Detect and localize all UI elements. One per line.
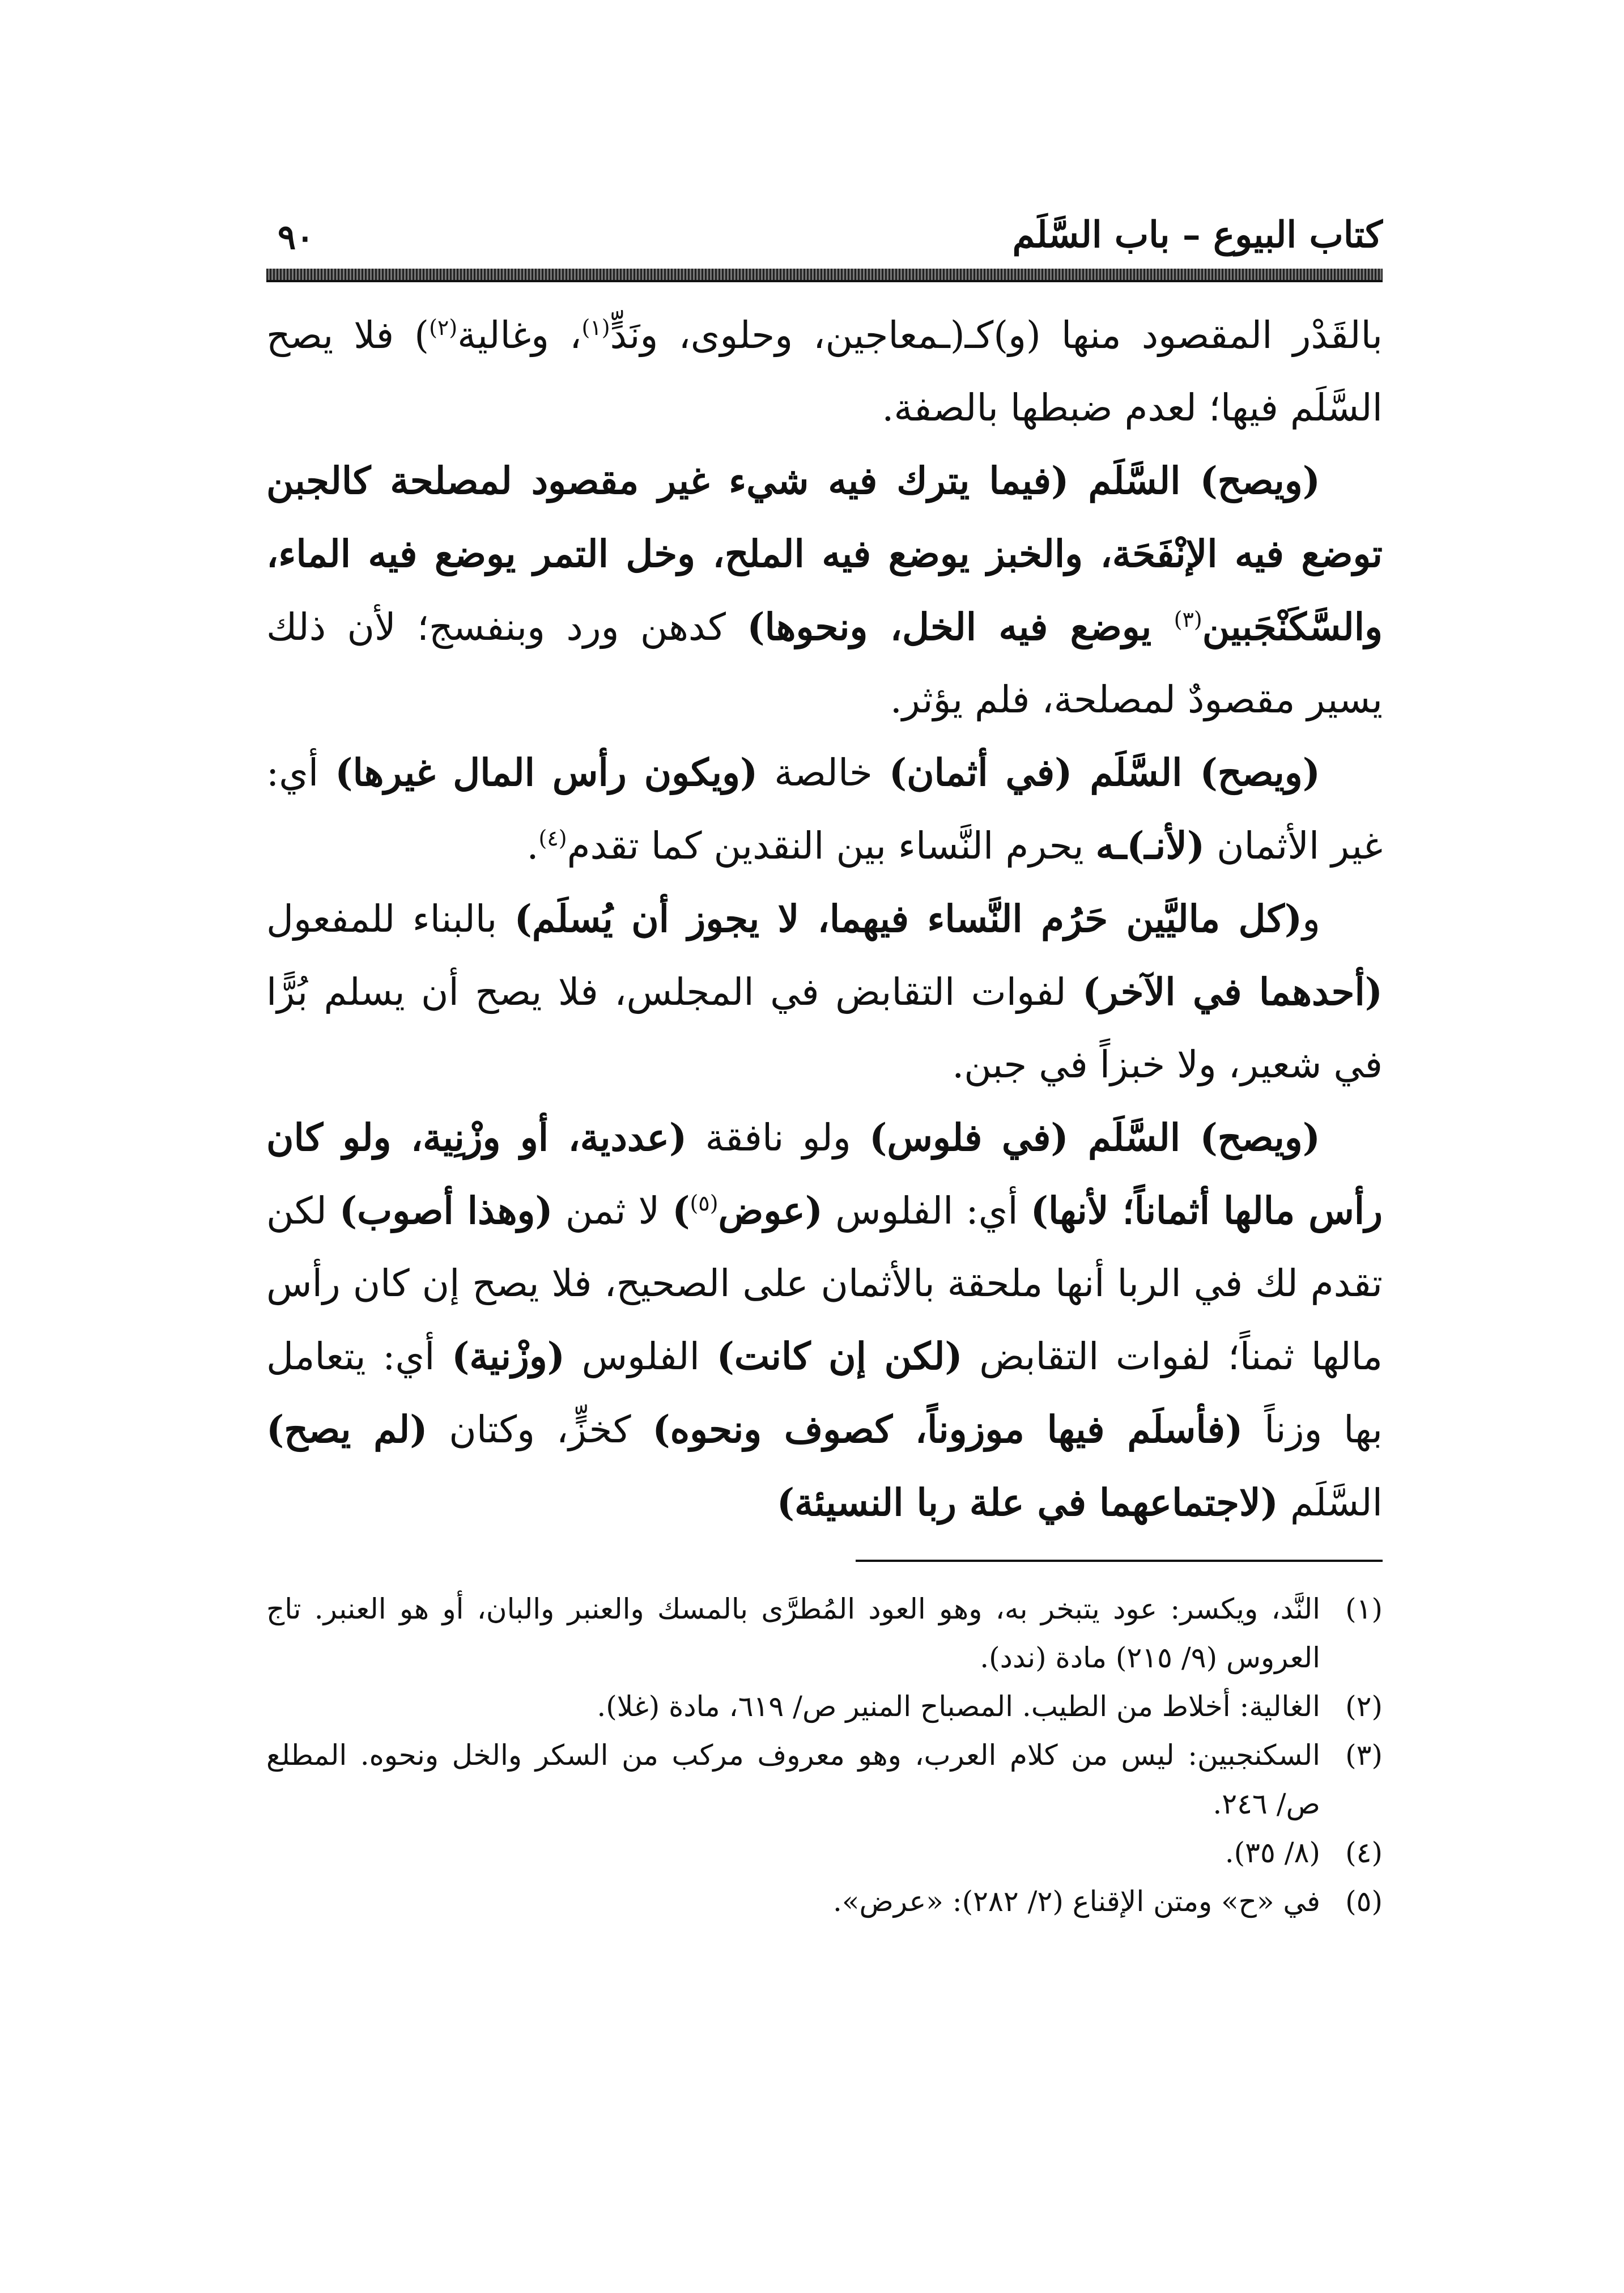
matn-text: (فيما يترك فيه شيء غير مقصود لمصلحة كالجبن توضع فيه الإنْفَحَة، والخبز يوضع فيه الملح، وخل التمر يوضع فيه الماء، والسَّكَنْجَبين xyxy=(266,458,1383,649)
text-run: خالصة xyxy=(758,751,889,795)
text-run: يحرم النَّساء بين النقدين كما تقدم xyxy=(567,824,1096,868)
matn-text: (عوض xyxy=(718,1188,823,1233)
matn-text: (لاجتماعهما في علة ربا النسيئة) xyxy=(776,1480,1278,1525)
footnote-number: (٤) xyxy=(1345,1836,1383,1869)
text-run: لفوات التقابض في المجلس، فلا يصح أن يسلم بُرًّا في شعير، ولا خبزاً في جبن. xyxy=(266,970,1383,1086)
footnote-divider xyxy=(856,1560,1383,1562)
matn-text: يوضع فيه الخل، ونحوها) xyxy=(747,605,1174,649)
text-run: لا ثمن xyxy=(552,1189,673,1233)
matn-text: (ويكون رأس المال غيرها) xyxy=(335,750,758,795)
text-run: و xyxy=(1302,897,1320,941)
text-run: أي: الفلوس xyxy=(823,1189,1031,1233)
footnote-text: في «ح» ومتن الإقناع (٢/ ٢٨٢): «عرض». xyxy=(832,1885,1320,1918)
footnote-marker-2: (٢) xyxy=(429,315,458,340)
matn-text: (ويصح) السَّلَم xyxy=(1068,1115,1320,1160)
matn-text: (ويصح) السَّلَم xyxy=(1069,458,1320,503)
text-run: لكن تقدم لك في الربا أنها ملحقة بالأثمان على الصحيح، فلا يصح إن كان رأس مالها ثمناً؛ لفوات التقابض xyxy=(266,1189,1383,1378)
footnote-marker-3: (٣) xyxy=(1174,607,1202,632)
footnotes xyxy=(266,1585,1383,1926)
footnote-text: (٨/ ٣٥). xyxy=(1225,1836,1320,1869)
text-run: بالقَدْر المقصود منها (و)كـ(ـمعاجين، وحلوى، ونَدٍّ xyxy=(610,313,1383,357)
text-run: ) فلا يصح السَّلَم فيها؛ لعدم ضبطها بالصفة. xyxy=(266,313,1383,430)
matn-text: (ويصح) السَّلَم xyxy=(1072,750,1320,795)
paragraph-4 xyxy=(266,882,1383,1101)
chapter-title: كتاب البيوع – باب السَّلَم xyxy=(1012,214,1383,256)
footnote-marker-4: (٤) xyxy=(538,826,567,851)
matn-text: ) xyxy=(672,1188,690,1233)
footnote-marker-1: (١) xyxy=(581,315,610,340)
matn-text: (وهذا أصوب) xyxy=(339,1188,553,1233)
footnote-text: الغالية: أخلاط من الطيب. المصباح المنير ص/ ٦١٩، مادة (غلا). xyxy=(597,1690,1320,1723)
matn-text: (فأسلَم فيها موزوناً، كصوف ونحوه) xyxy=(652,1407,1243,1451)
footnote-marker-5: (٥) xyxy=(690,1191,719,1216)
matn-text: (وزْنية) xyxy=(452,1334,565,1378)
text-run: بالبناء للمفعول xyxy=(266,897,515,941)
footnote-1 xyxy=(266,1585,1383,1682)
matn-text: (عددية، أو وزْنِية، ولو كان رأس مالها أثماناً؛ لأنها) xyxy=(266,1115,1383,1233)
matn-text: (لأنـ)ـه xyxy=(1095,823,1205,868)
text-run: كخزٍّ، وكتان xyxy=(427,1408,653,1451)
footnote-number: (٥) xyxy=(1345,1885,1383,1918)
matn-text: (أحدهما في الآخر) xyxy=(1082,970,1383,1014)
text-run: الفلوس xyxy=(564,1335,717,1378)
footnote-number: (٣) xyxy=(1345,1739,1383,1772)
book-page xyxy=(266,204,1383,1926)
footnote-2 xyxy=(266,1682,1383,1731)
paragraph-5 xyxy=(266,1101,1383,1539)
paragraph-2 xyxy=(266,444,1383,736)
text-run: أي: غير الأثمان xyxy=(266,751,1383,868)
text-run: أي: يتعامل بها وزناً xyxy=(266,1335,1383,1451)
header-divider xyxy=(266,269,1383,282)
footnote-4 xyxy=(266,1828,1383,1877)
paragraph-3 xyxy=(266,736,1383,882)
text-run: ولو نافقة xyxy=(687,1116,870,1160)
text-run: كدهن ورد وبنفسج؛ لأن ذلك يسير مقصودٌ لمصلحة، فلم يؤثر. xyxy=(266,605,1383,721)
text-run: ، وغالية xyxy=(457,313,582,357)
footnote-3 xyxy=(266,1731,1383,1828)
text-run: . xyxy=(526,824,539,868)
matn-text: (كل ماليَّين حَرُم النَّساء فيهما، لا يجوز أن يُسلَم) xyxy=(514,897,1303,941)
page-number: ٩٠ xyxy=(278,218,314,257)
matn-text: (لم يصح) xyxy=(266,1407,428,1451)
running-header xyxy=(266,204,1383,266)
matn-text: (في أثمان) xyxy=(888,750,1073,795)
paragraph-1 xyxy=(266,299,1383,444)
footnote-number: (٢) xyxy=(1345,1690,1383,1723)
footnote-number: (١) xyxy=(1345,1593,1383,1625)
matn-text: (في فلوس) xyxy=(869,1115,1069,1160)
main-text xyxy=(266,299,1383,1539)
footnote-5 xyxy=(266,1877,1383,1926)
matn-text: (لكن إن كانت) xyxy=(716,1334,963,1378)
footnote-text: النَّد، ويكسر: عود يتبخر به، وهو العود المُطرَّى بالمسك والعنبر والبان، أو هو العنبر. تاج العروس (٩/ ٢١٥) مادة (ندد). xyxy=(266,1593,1320,1674)
footnote-text: السكنجبين: ليس من كلام العرب، وهو معروف مركب من السكر والخل ونحوه. المطلع ص/ ٢٤٦. xyxy=(266,1739,1320,1820)
text-run: السَّلَم xyxy=(1278,1481,1383,1525)
